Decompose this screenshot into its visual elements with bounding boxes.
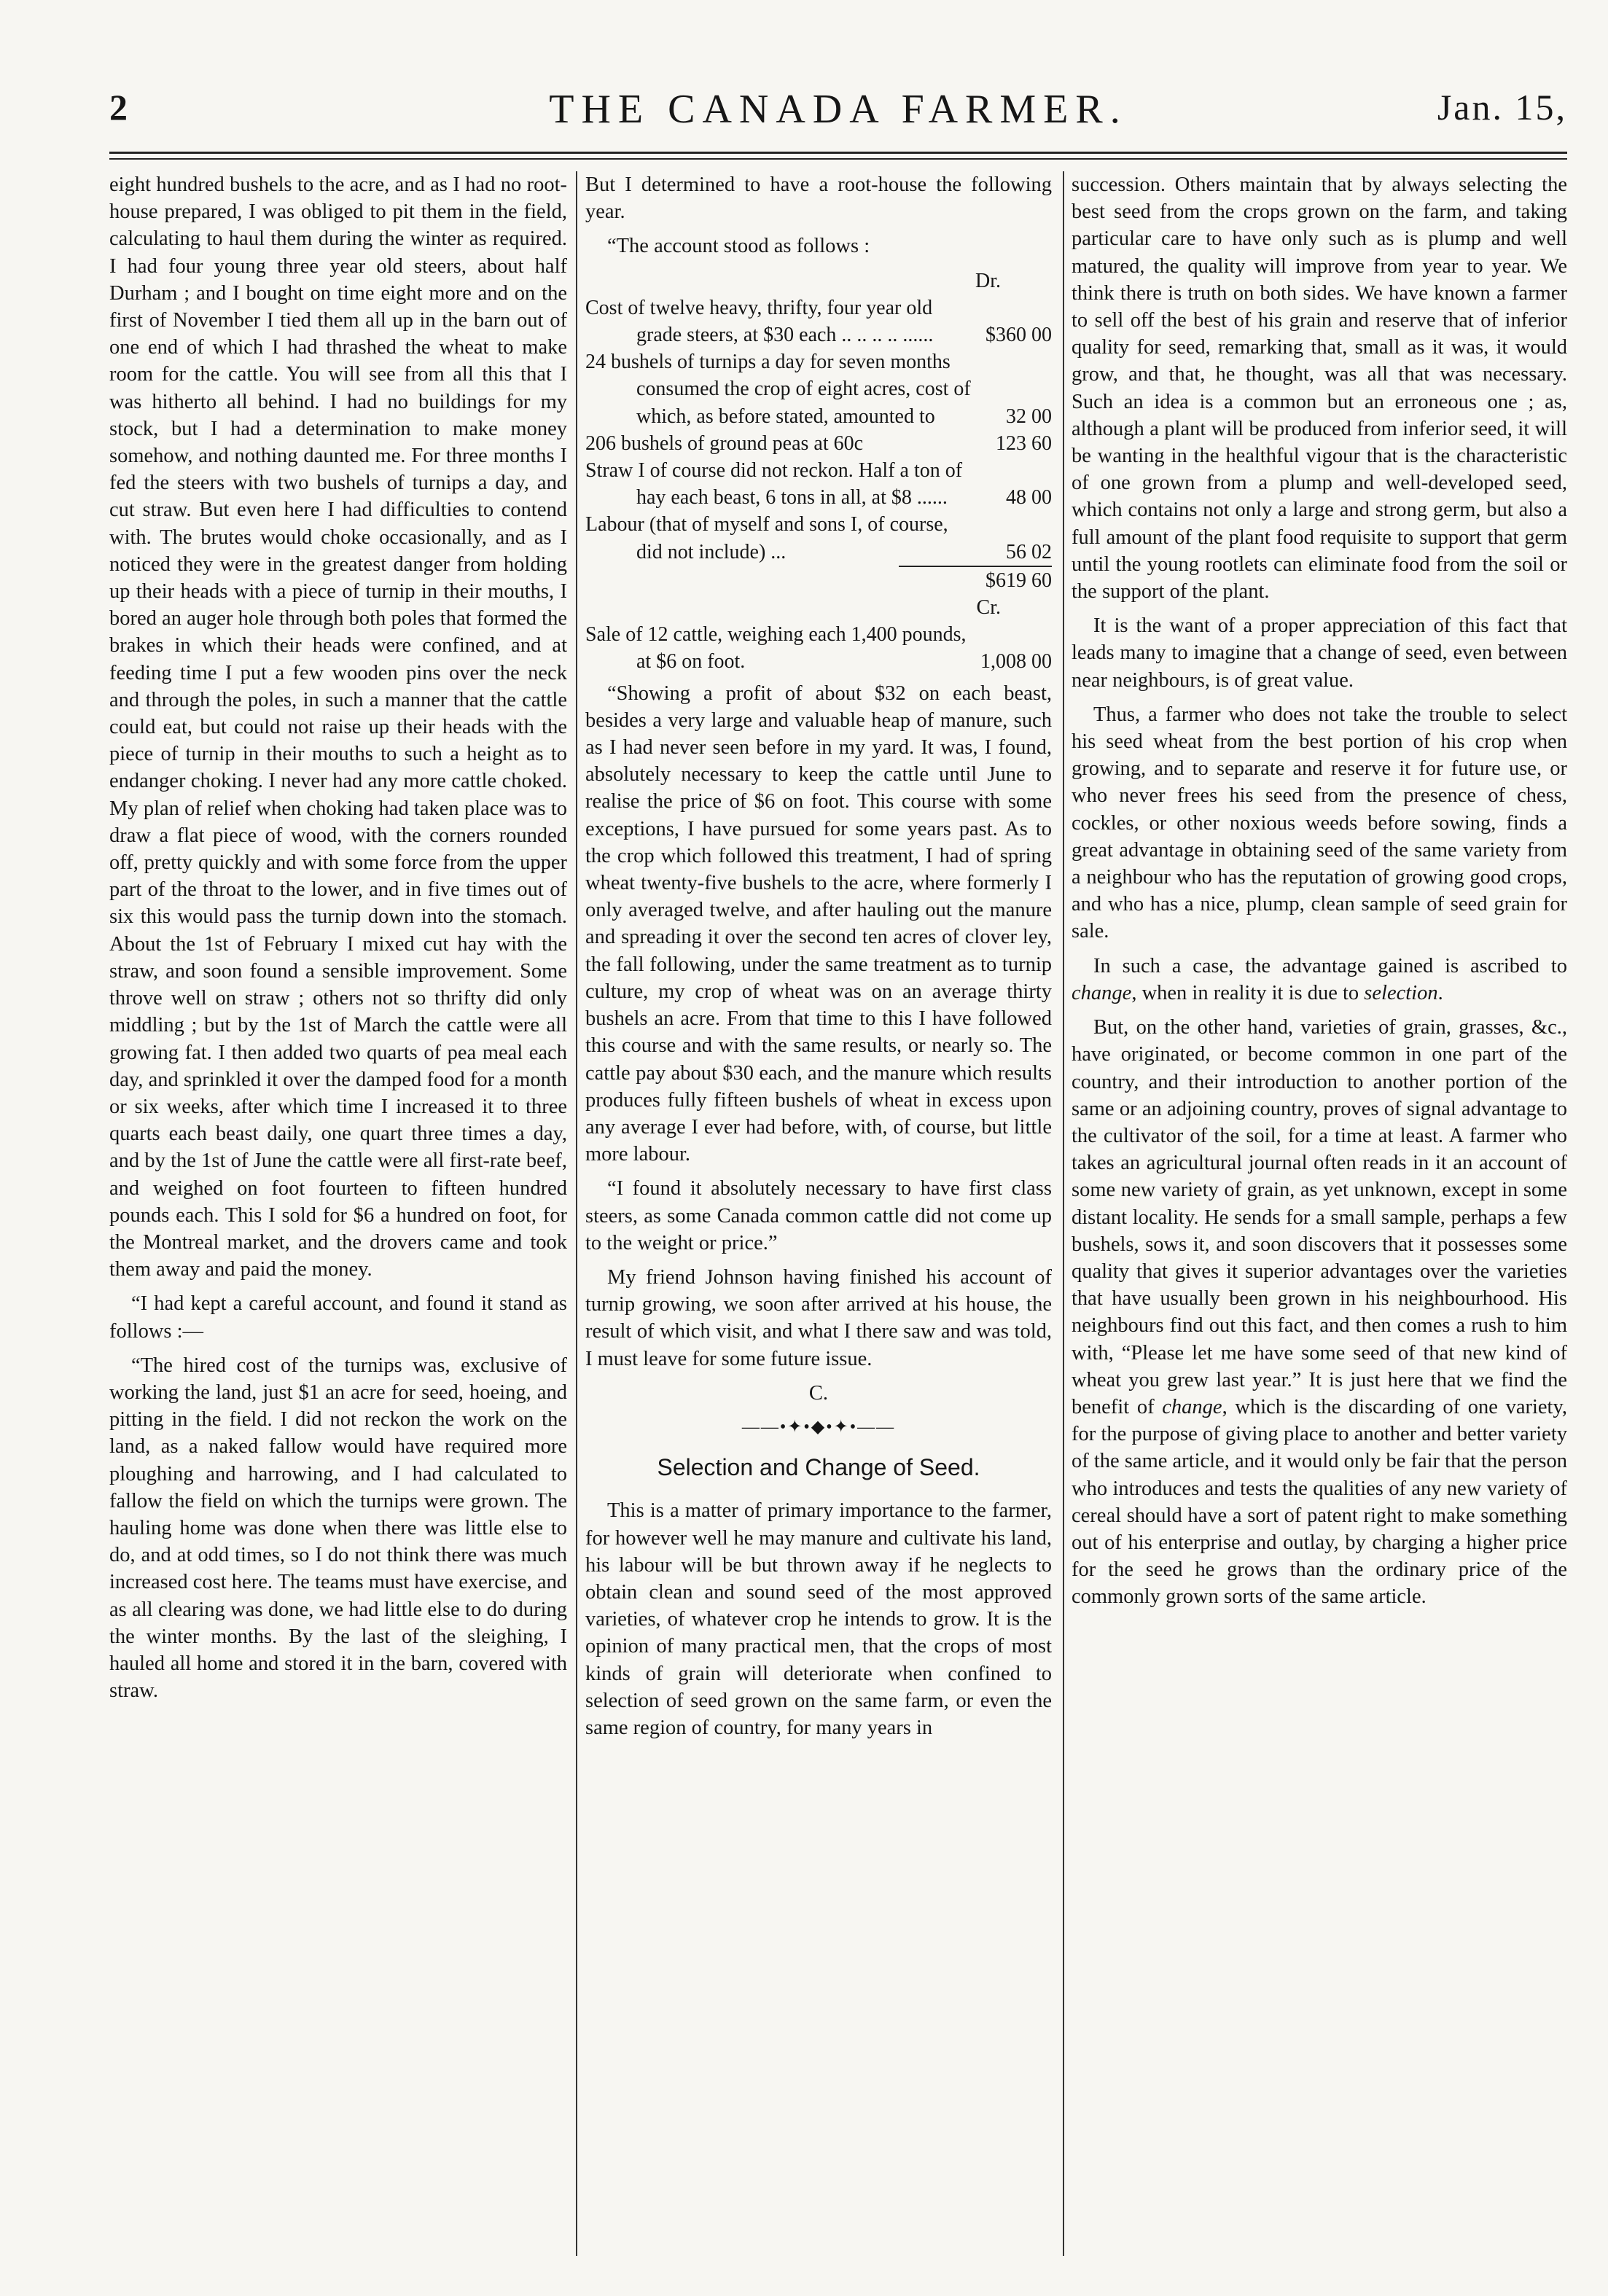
article-heading: Selection and Change of Seed. (657, 1454, 980, 1481)
italic-term: selection (1364, 981, 1438, 1004)
author-signature: C. (808, 1381, 829, 1405)
account-amount: 123 60 (996, 432, 1052, 455)
account-table (585, 268, 1052, 676)
section-ornament: ——•✦•◆•✦•—— (741, 1417, 896, 1437)
text-run: , when in reality it is due to (1131, 981, 1365, 1004)
paragraph: But I determined to have a root-house the following year. (585, 173, 1052, 224)
paragraph: Thus, a farmer who does not take the trouble to select his seed wheat from the best portion of his crop when growing, and to separate and reserve it for future use, or who never frees his seed from the presence of chess, cockles, or other noxious weeds before sowing, finds a great advantage in obtaining seed of the same variety from a neighbour who has the reputation of growing good crops, and who has a nice, plump, clean sample of seed grain for sale. (1072, 703, 1567, 943)
text-run: , which is the discarding of one variety, for the purpose of giving place to another and better variety of the same article, and it would only be fair that the person who introduces and tests the qualities of any new variety of cereal should have a sort of patent right to make something out of his enterprise and outlay, by charging a higher price for the seed he grows than the ordinary price of the commonly grown sorts of the same article. (1072, 1395, 1567, 1609)
paragraph (1072, 953, 1567, 1007)
header-rule (109, 152, 1567, 154)
text-run: In such a case, the advantage gained is ascribed to (1093, 954, 1567, 977)
account-amount: 32 00 (1006, 405, 1052, 428)
paragraph: It is the want of a proper appreciation of this fact that leads many to imagine that a change of seed, even between near neighbours, is of great value. (1072, 614, 1567, 692)
account-item: Straw I of course did not reckon. Half a ton of hay each beast, 6 tons in all, at $8 ...... (585, 459, 963, 509)
column-1 (109, 171, 567, 1711)
paragraph: succession. Others maintain that by always selecting the best seed from the crops grown on the farm, and taking particular care to have only such as is plump and well matured, the quality will improve from year to year. We think there is truth on both sides. We have known a farmer to sell off the best of his grain and reserve that of inferior quality for seed, remarking that, small as it was, it would grow, and that, he thought, was all that was necessary. Such an idea is a common but an erroneous one ; as, although a plant will be produced from inferior seed, it will be wanting in the healthful vigour that is the characteristic of one grown from a plump and well-developed seed, which contains not only a large and strong germ, but also a full amount of the plant food requisite to support that germ until the young rootlets can eliminate food from the soil or the support of the plant. (1072, 173, 1567, 604)
account-item: 24 bushels of turnips a day for seven months consumed the crop of eight acres, cost of which, as before stated, amounted to (585, 351, 971, 428)
column-2 (585, 171, 1052, 1749)
header-rule-thin (109, 158, 1567, 160)
paragraph: “I had kept a careful account, and found it stand as follows :— (109, 1292, 567, 1343)
account-row (585, 457, 1052, 511)
account-amount: 1,008 00 (980, 650, 1052, 673)
debit-label: Dr. (975, 269, 1001, 292)
italic-term: change (1162, 1395, 1222, 1418)
paragraph: This is a matter of primary importance to the farmer, for however well he may manure and cultivate his land, his labour will be but thrown away if he neglects to obtain clean and sound seed of the most approved varieties, of whatever crop he intends to grow. It is the opinion of many practical men, that the crops of most kinds of grain will deteriorate when confined to selection of seed grown on the same farm, or even the same region of country, for many years in (585, 1499, 1052, 1739)
masthead (109, 86, 1567, 152)
account-row (585, 511, 1052, 565)
column-divider (576, 171, 577, 2256)
account-row (585, 294, 1052, 348)
paragraph: My friend Johnson having finished his account of turnip growing, we soon after arrived at his house, the result of which visit, and what I there saw and was told, I must leave for some future issue. (585, 1265, 1052, 1370)
account-amount: $360 00 (986, 324, 1052, 347)
account-item: Labour (that of myself and sons I, of course, did not include) ... (585, 513, 948, 563)
paragraph (1072, 1014, 1567, 1610)
account-row (585, 348, 1052, 430)
paragraph: eight hundred bushels to the acre, and as I had no root-house prepared, I was obliged to pit them in the field, calculating to haul them during the winter as required. I had four young three year old steers, about half Durham ; and I bought on time eight more and on the first of November I tied them all up in the barn out of one end of which I had thrashed the wheat to make room for the cattle. You will see from all this that I was hitherto all behind. I had no buildings for my stock, but I had a determination to make money somehow, and nothing daunted me. For three months I fed the steers with two bushels of turnips a day, and cut straw. But even here I had difficulties to contend with. The brutes would choke occasionally, and as I noticed they were in the greatest danger from holding up their heads with a piece of turnip in their mouths, I bored an auger hole through both poles that formed the brakes in which their heads were confined, and at feeding time I put a few wooden pins over the neck and through the poles, in such a manner that the cattle could eat, but could not raise up their heads with the piece of turnip in their mouths to such a height as to endanger choking. I never had any more cattle choked. My plan of relief when choking had taken place was to draw a flat piece of wood, with the corners rounded off, pretty quickly and with some force from the upper part of the throat to the lower, and in five times out of six this would pass the turnip down into the stomach. About the 1st of February I mixed cut hay with the straw, and soon found a sensible improvement. Some throve well on straw ; others not so thrifty did only middling ; but by the 1st of March the cattle were all growing fat. I then added two quarts of pea meal each day, and sprinkled it over the damped food for a month or six weeks, after which time I increased it to three quarts each beast daily, one quart three times a day, and by the 1st of June the cattle were all first-rate beef, and weighed on foot fourteen to fifteen hundred pounds each. This I sold for $6 a hundred on foot, for the Montreal market, and the drovers came and took them away and paid the money. (109, 173, 567, 1281)
account-item: Cost of twelve heavy, thrifty, four year old grade steers, at $30 each .. .. .. .. ...... (585, 296, 934, 347)
credit-label: Cr. (976, 596, 1001, 620)
account-amount: 48 00 (1006, 486, 1052, 509)
column-3 (1072, 171, 1567, 1618)
account-amount: 56 02 (1006, 540, 1052, 563)
account-item: 206 bushels of ground peas at 60c (585, 432, 864, 455)
account-total: $619 60 (899, 566, 1052, 594)
issue-date: Jan. 15, (1437, 87, 1567, 128)
text-run: . (1437, 981, 1443, 1004)
paragraph: “The hired cost of the turnips was, exclusive of working the land, just $1 an acre for seed, hoeing, and pitting in the field. I did not reckon the work on the land, as a naked fallow would have required more ploughing and harrowing, and I had calculated to fallow the field on which the turnips were grown. The hauling home was done when there was little else to do, and at odd times, so I do not think there was much increased cost here. The teams must have exercise, and as all clearing was done, we had little else to do during the winter months. By the last of the sleighing, I hauled all home and stored it in the barn, covered with straw. (109, 1354, 567, 1703)
account-row (585, 621, 1052, 675)
account-item: Sale of 12 cattle, weighing each 1,400 pounds, at $6 on foot. (585, 623, 967, 673)
paragraph: “The account stood as follows : (607, 235, 870, 258)
text-run: But, on the other hand, varieties of grain, grasses, &c., have originated, or become common in one part of the country, and their introduction to another portion of the same or an adjoining country, proves of signal advantage to the cultivator of the soil, for a time at least. A farmer who takes an agricultural journal often reads in it an account of some new variety of grain, as yet unknown, except in some distant locality. He sends for a small sample, perhaps a few bushels, sows it, and soon discovers that it possesses some quality that gives it superior advantages over the varieties that have usually been grown in his neighbourhood. His neighbours find out this fact, and then comes a rush to him with, “Please let me have some seed of that new kind of wheat you grew last year.” It is just here that we find the benefit of (1072, 1016, 1567, 1418)
column-divider (1063, 171, 1064, 2256)
account-row (585, 430, 1052, 457)
paragraph: “I found it absolutely necessary to have first class steers, as some Canada common cattle did not come up to the weight or price.” (585, 1177, 1052, 1254)
italic-term: change (1072, 981, 1132, 1004)
newspaper-title: THE CANADA FARMER. (549, 87, 1128, 132)
page-number: 2 (109, 87, 128, 128)
paragraph: “Showing a profit of about $32 on each beast, besides a very large and valuable heap of manure, such as I had never seen before in my yard. It was, I found, absolutely necessary to keep the cattle until June to realise the price of $6 on foot. This course with some exceptions, I have pursued for some years past. As to the crop which followed this treatment, I had of spring wheat twenty-five bushels to the acre, where formerly I only averaged twelve, and after hauling out the manure and spreading it over the second ten acres of clover ley, the fall following, under the same treatment as to turnip culture, my crop of wheat was on an average thirty bushels an acre. From that time to this I have followed this course and with the same results, or nearly so. The cattle pay about $30 each, and the manure which results produces fully fifteen bushels of wheat in excess upon any average I ever had before, with, of course, but little more labour. (585, 682, 1052, 1166)
